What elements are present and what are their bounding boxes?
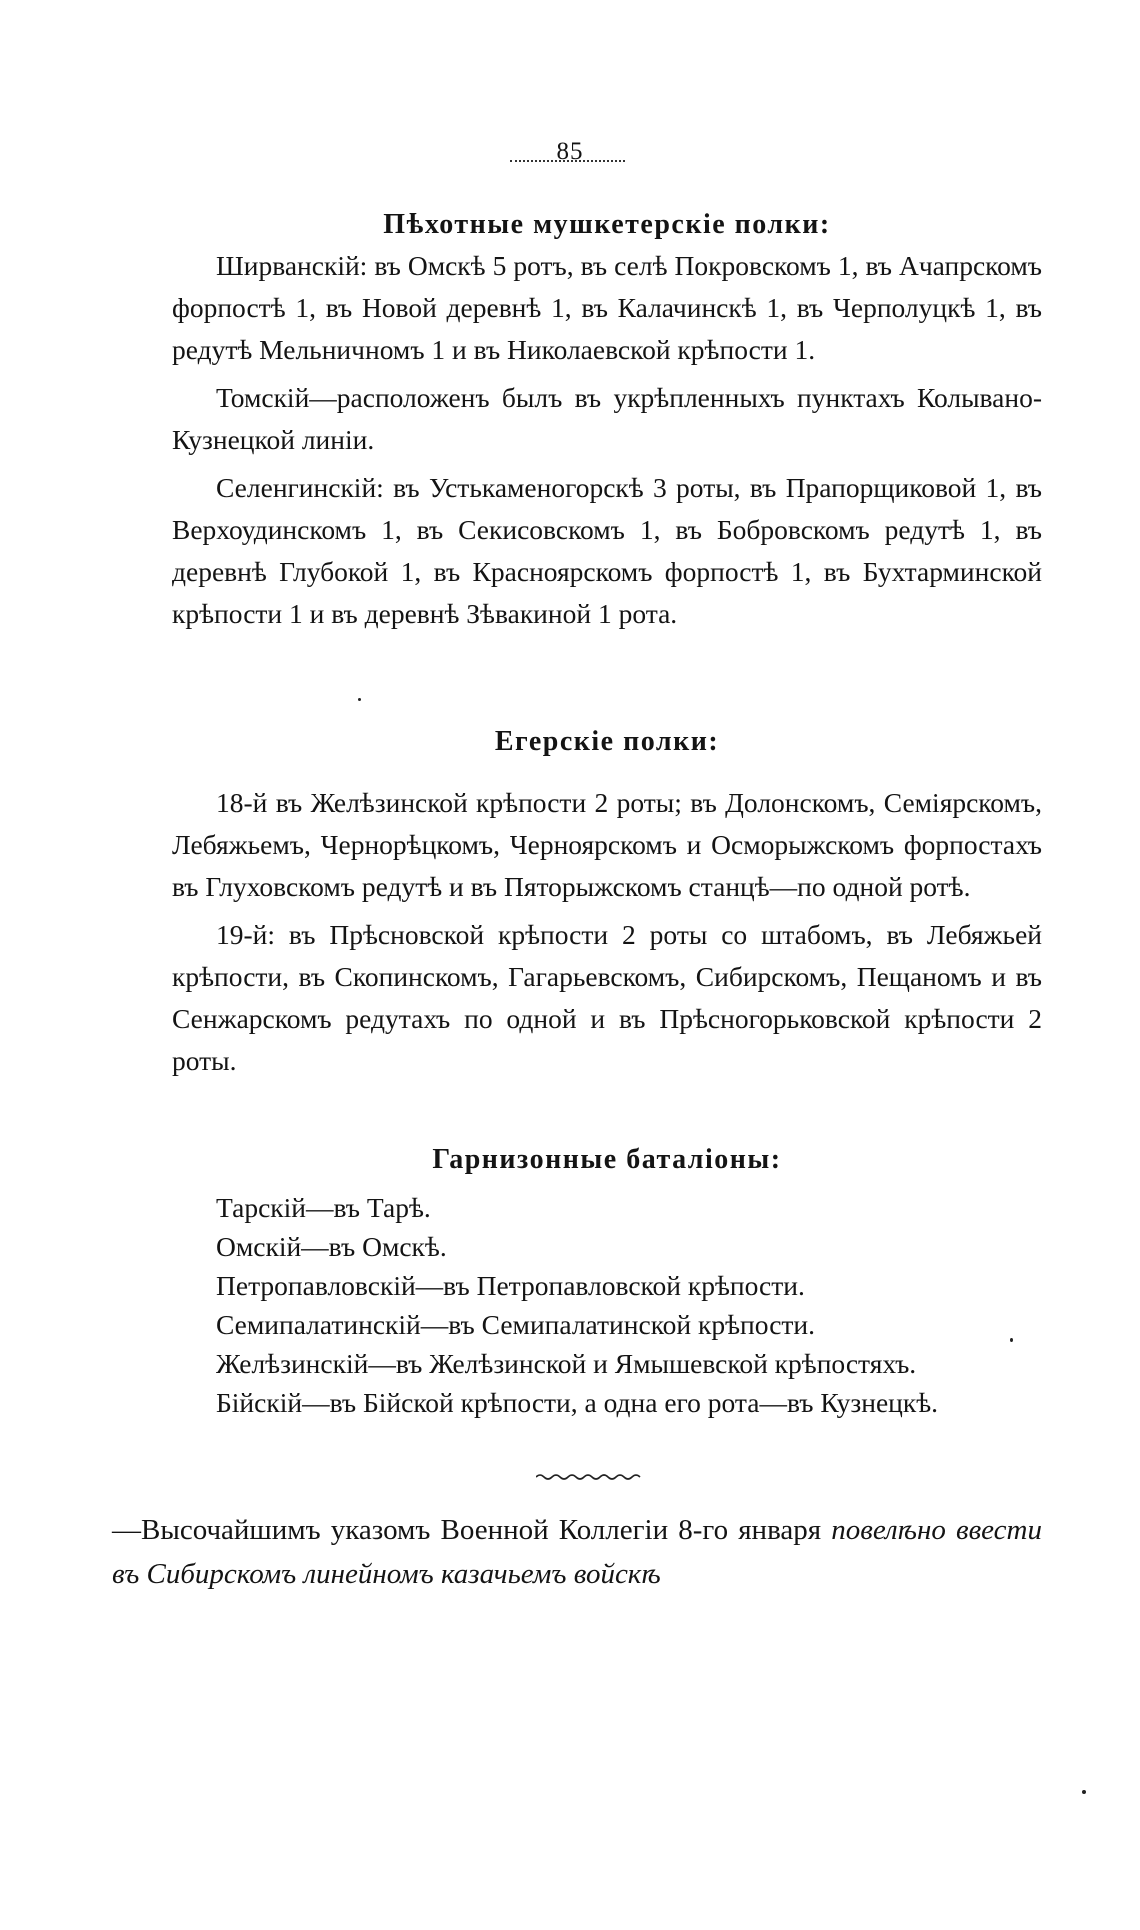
closing-note-regular: —Высочайшимъ указомъ Военной Коллегіи 8-го января	[112, 1514, 832, 1546]
wavy-separator	[536, 1472, 642, 1482]
paragraph-selenga: Селенгинскій: въ Устькаменогорскѣ 3 роты, въ Прапорщиковой 1, въ Верхоудинскомъ 1, въ Секисовскомъ 1, въ Бобровскомъ редутѣ 1, въ деревнѣ Глубокой 1, въ Красноярскомъ форпостѣ 1, въ Бухтарминской крѣпости 1 и въ деревнѣ Зѣвакиной 1 рота.	[172, 472, 1042, 629]
closing-note-italic: повелѣно ввести въ Сибирскомъ линейномъ казачьемъ войскѣ	[112, 1514, 1042, 1590]
line-biysk: Бійскій—въ Бійской крѣпости, а одна его рота—въ Кузнецкѣ.	[216, 1387, 939, 1418]
section-jaeger	[172, 722, 1042, 1082]
ink-speck	[1082, 1790, 1086, 1794]
paragraph-18th: 18-й въ Желѣзинской крѣпости 2 роты; въ Долонскомъ, Семіярскомъ, Лебяжьемъ, Чернорѣцкомъ, Черноярскомъ и Осморыжскомъ форпостахъ въ Глуховскомъ редутѣ и въ Пяторыжскомъ станцѣ—по одной ротѣ.	[172, 787, 1042, 902]
line-semipalatinsk: Семипалатинскій—въ Семипалатинской крѣпости.	[216, 1309, 816, 1340]
heading-jaeger: Егерскіе полки:	[494, 726, 720, 757]
line-tara: Тарскій—въ Тарѣ.	[216, 1192, 431, 1223]
ink-speck	[358, 698, 361, 701]
line-omsk: Омскій—въ Омскѣ.	[216, 1231, 447, 1262]
heading-infantry: Пѣхотные мушкетерскіе полки:	[383, 209, 831, 240]
section-infantry	[172, 205, 1042, 635]
heading-garrison: Гарнизонные баталіоны:	[432, 1144, 782, 1175]
page-number-dotted-rule	[510, 160, 625, 162]
line-petropavlovsk: Петропавловскій—въ Петропавловской крѣпости.	[216, 1270, 805, 1301]
line-zhelezinsk: Желѣзинскій—въ Желѣзинской и Ямышевской крѣпостяхъ.	[216, 1348, 917, 1379]
paragraph-tomsk: Томскій—расположенъ былъ въ укрѣпленныхъ пунктахъ Колывано-Кузнецкой линіи.	[172, 382, 1042, 455]
paragraph-19th: 19-й: въ Прѣсновской крѣпости 2 роты со штабомъ, въ Лебяжьей крѣпости, въ Скопинскомъ, Гагарьевскомъ, Сибирскомъ, Пещаномъ и въ Сенжарскомъ редутахъ по одной и въ Прѣсногорьковской крѣпости 2 роты.	[172, 919, 1042, 1076]
ink-speck	[1010, 1338, 1013, 1342]
paragraph-shirvan: Ширванскій: въ Омскѣ 5 ротъ, въ селѣ Покровскомъ 1, въ Ачапрскомъ форпостѣ 1, въ Новой деревнѣ 1, въ Калачинскѣ 1, въ Черполуцкѣ 1, въ редутѣ Мельничномъ 1 и въ Николаевской крѣпости 1.	[172, 250, 1042, 365]
page-number: 85	[556, 138, 584, 165]
section-garrison	[172, 1140, 1042, 1422]
closing-note	[112, 1508, 1042, 1596]
